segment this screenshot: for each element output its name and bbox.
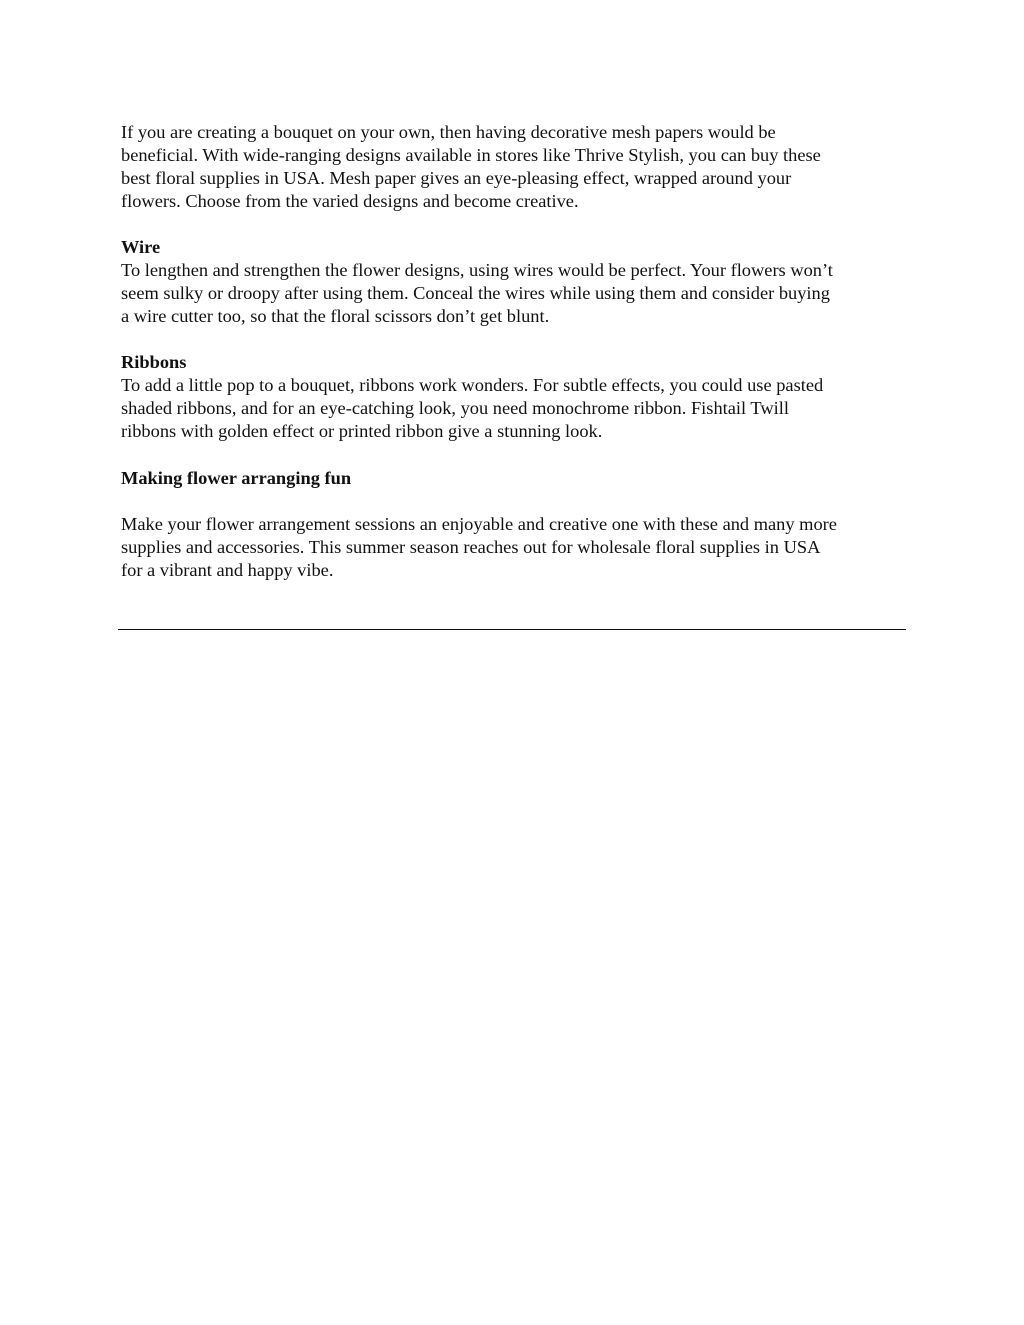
fun-line: Make your flower arrangement sessions an enjoyable and creative one with these and many more [121,514,837,534]
horizontal-rule [118,629,906,630]
intro-line: If you are creating a bouquet on your own, then having decorative mesh papers would be [121,122,776,142]
ribbons-paragraph [121,374,911,443]
wire-heading: Wire [121,237,161,257]
fun-line: for a vibrant and happy vibe. [121,560,334,580]
fun-line: supplies and accessories. This summer season reaches out for wholesale floral supplies in USA [121,537,821,557]
wire-line: To lengthen and strengthen the flower designs, using wires would be perfect. Your flowers won’t [121,260,833,280]
ribbons-line: To add a little pop to a bouquet, ribbons work wonders. For subtle effects, you could use pasted [121,375,824,395]
ribbons-line: shaded ribbons, and for an eye-catching look, you need monochrome ribbon. Fishtail Twill [121,398,789,418]
fun-paragraph [121,513,911,582]
wire-paragraph [121,259,911,328]
intro-paragraph [121,121,911,213]
intro-line: best floral supplies in USA. Mesh paper gives an eye-pleasing effect, wrapped around your [121,168,792,188]
intro-line: flowers. Choose from the varied designs and become creative. [121,191,579,211]
ribbons-line: ribbons with golden effect or printed ribbon give a stunning look. [121,421,603,441]
intro-line: beneficial. With wide-ranging designs available in stores like Thrive Stylish, you can buy these [121,145,821,165]
ribbons-heading: Ribbons [121,352,187,372]
fun-heading: Making flower arranging fun [121,468,352,488]
wire-line: a wire cutter too, so that the floral scissors don’t get blunt. [121,306,550,326]
wire-line: seem sulky or droopy after using them. Conceal the wires while using them and consider buying [121,283,830,303]
